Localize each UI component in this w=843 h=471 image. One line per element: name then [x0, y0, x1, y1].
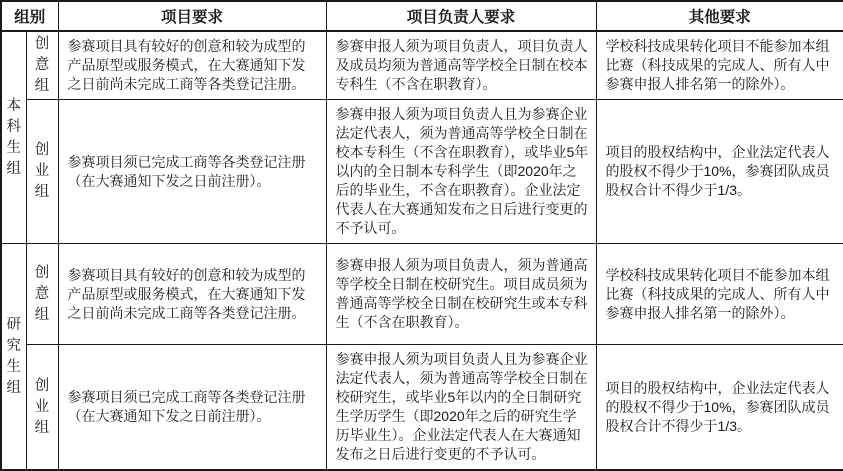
other-requirement-cell: 项目的股权结构中，企业法定代表人的股权不得少于10%，参赛团队成员股权合计不得少于1/3。 — [596, 345, 843, 471]
group-label-text: 研究生组 — [6, 316, 21, 396]
subgroup-label-creative — [26, 31, 58, 100]
other-requirement-cell: 项目的股权结构中，企业法定代表人的股权不得少于10%，参赛团队成员股权合计不得少于1/3。 — [596, 100, 843, 244]
subgroup-label-startup — [26, 100, 58, 244]
project-requirement-cell: 参赛项目具有较好的创意和较为成型的产品原型或服务模式，在大赛通知下发之日前尚未完成工商等各类登记注册。 — [58, 31, 326, 100]
table-header-row — [1, 1, 843, 31]
other-requirement-cell: 学校科技成果转化项目不能参加本组比赛（科技成果的完成人、所有人中参赛申报人排名第一的除外）。 — [596, 244, 843, 345]
project-requirement-cell: 参赛项目须已完成工商等各类登记注册（在大赛通知下发之日前注册）。 — [58, 100, 326, 244]
subgroup-label-text: 创意组 — [34, 36, 50, 94]
other-requirement-cell: 学校科技成果转化项目不能参加本组比赛（科技成果的完成人、所有人中参赛申报人排名第一的除外）。 — [596, 31, 843, 100]
leader-requirement-cell: 参赛申报人须为项目负责人且为参赛企业法定代表人，须为普通高等学校全日制在校本专科生（不含在职教育），或毕业5年以内的全日制本专科学生（即2020年之后的毕业生，不含在职教育）。企业法定代表人在大赛通知发布之日后进行变更的不予认可。 — [326, 100, 596, 244]
header-project-requirements: 项目要求 — [58, 1, 326, 31]
table-row — [1, 244, 843, 345]
leader-requirement-cell: 参赛申报人须为项目负责人，须为普通高等学校全日制在校研究生。项目成员须为普通高等学校全日制在校研究生或本专科生（不含在职教育）。 — [326, 244, 596, 345]
subgroup-label-text: 创业组 — [34, 377, 50, 436]
leader-requirement-cell: 参赛申报人须为项目负责人，项目负责人及成员均须为普通高等学校全日制在校本专科生（不含在职教育）。 — [326, 31, 596, 100]
subgroup-label-startup — [26, 345, 58, 471]
group-label-undergraduate — [1, 31, 26, 244]
project-requirement-cell: 参赛项目须已完成工商等各类登记注册（在大赛通知下发之日前注册）。 — [58, 345, 326, 471]
header-other-requirements: 其他要求 — [596, 1, 843, 31]
project-requirement-cell: 参赛项目具有较好的创意和较为成型的产品原型或服务模式，在大赛通知下发之日前尚未完成工商等各类登记注册。 — [58, 244, 326, 345]
subgroup-label-creative — [26, 244, 58, 345]
table-row — [1, 345, 843, 471]
subgroup-label-text: 创业组 — [34, 142, 50, 200]
leader-requirement-cell: 参赛申报人须为项目负责人且为参赛企业法定代表人，须为普通高等学校全日制在校研究生，或毕业5年以内的全日制研究生学历学生（即2020年之后的研究生学历毕业生）。企业法定代表人在大赛通知发布之日后进行变更的不予认可。 — [326, 345, 596, 471]
table-row — [1, 100, 843, 244]
table-row — [1, 31, 843, 100]
header-group: 组别 — [1, 1, 58, 31]
header-leader-requirements: 项目负责人要求 — [326, 1, 596, 31]
subgroup-label-text: 创意组 — [34, 264, 50, 323]
group-label-text: 本科生组 — [6, 97, 21, 177]
group-label-graduate — [1, 244, 26, 471]
